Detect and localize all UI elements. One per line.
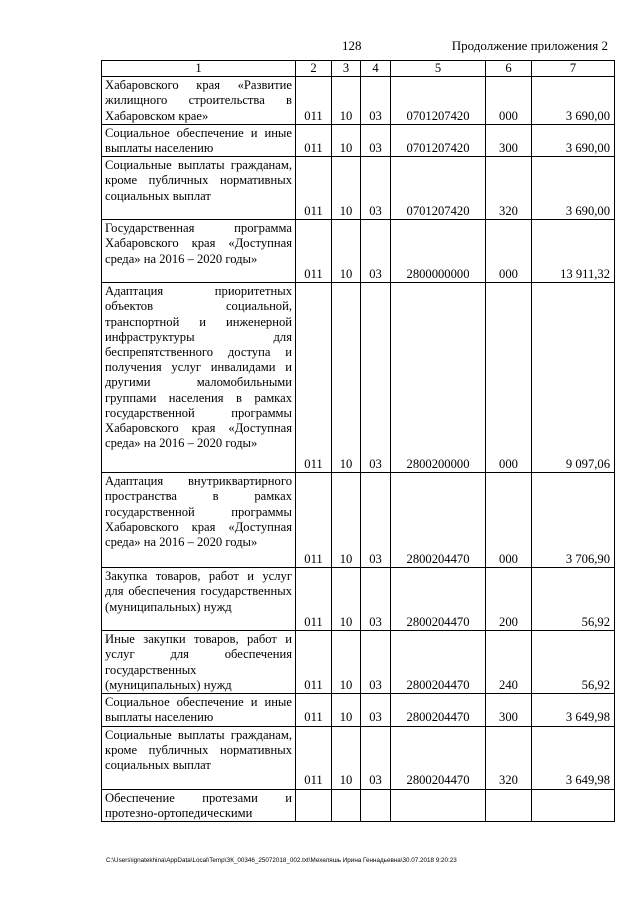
admin-code-cell: 011 bbox=[296, 631, 332, 694]
row-name-cell: Иные закупки товаров, работ и услуг для обеспечения государственных (муниципальных) нужд bbox=[102, 631, 296, 694]
amount-cell: 3 649,98 bbox=[532, 726, 615, 789]
expense-type-cell: 200 bbox=[486, 568, 532, 631]
admin-code-cell: 011 bbox=[296, 220, 332, 283]
column-header: 7 bbox=[532, 61, 615, 77]
admin-code-cell: 011 bbox=[296, 473, 332, 568]
row-name-cell: Закупка товаров, работ и услуг для обеспечения государственных (муниципальных) нужд bbox=[102, 568, 296, 631]
amount-cell: 3 706,90 bbox=[532, 473, 615, 568]
subsection-cell: 03 bbox=[361, 157, 391, 220]
expense-type-cell: 320 bbox=[486, 726, 532, 789]
target-item-cell: 2800204470 bbox=[391, 726, 486, 789]
subsection-cell: 03 bbox=[361, 124, 391, 156]
subsection-cell: 03 bbox=[361, 473, 391, 568]
table-row bbox=[102, 220, 615, 283]
table-row bbox=[102, 694, 615, 726]
amount-cell: 56,92 bbox=[532, 568, 615, 631]
subsection-cell: 03 bbox=[361, 220, 391, 283]
subsection-cell: 03 bbox=[361, 283, 391, 473]
table-row bbox=[102, 157, 615, 220]
subsection-cell: 03 bbox=[361, 77, 391, 125]
section-cell: 10 bbox=[332, 726, 361, 789]
table-row bbox=[102, 726, 615, 789]
row-name-cell: Социальные выплаты гражданам, кроме публичных нормативных социальных выплат bbox=[102, 726, 296, 789]
admin-code-cell bbox=[296, 789, 332, 821]
expense-type-cell: 320 bbox=[486, 157, 532, 220]
expense-type-cell: 000 bbox=[486, 77, 532, 125]
section-cell: 10 bbox=[332, 77, 361, 125]
column-header: 4 bbox=[361, 61, 391, 77]
column-header: 2 bbox=[296, 61, 332, 77]
amount-cell: 3 690,00 bbox=[532, 124, 615, 156]
section-cell bbox=[332, 789, 361, 821]
section-cell: 10 bbox=[332, 568, 361, 631]
column-header: 3 bbox=[332, 61, 361, 77]
admin-code-cell: 011 bbox=[296, 124, 332, 156]
section-cell: 10 bbox=[332, 124, 361, 156]
expense-type-cell: 300 bbox=[486, 694, 532, 726]
expense-type-cell: 000 bbox=[486, 220, 532, 283]
amount-cell: 56,92 bbox=[532, 631, 615, 694]
target-item-cell: 2800204470 bbox=[391, 694, 486, 726]
subsection-cell: 03 bbox=[361, 694, 391, 726]
amount-cell: 9 097,06 bbox=[532, 283, 615, 473]
row-name-cell: Обеспечение протезами и протезно-ортопедическими bbox=[102, 789, 296, 821]
table-row bbox=[102, 473, 615, 568]
admin-code-cell: 011 bbox=[296, 568, 332, 631]
target-item-cell: 0701207420 bbox=[391, 77, 486, 125]
target-item-cell: 2800204470 bbox=[391, 473, 486, 568]
column-header: 1 bbox=[102, 61, 296, 77]
target-item-cell: 2800200000 bbox=[391, 283, 486, 473]
section-cell: 10 bbox=[332, 631, 361, 694]
subsection-cell bbox=[361, 789, 391, 821]
column-header: 6 bbox=[486, 61, 532, 77]
target-item-cell: 0701207420 bbox=[391, 124, 486, 156]
row-name-cell: Государственная программа Хабаровского края «Доступная среда» на 2016 – 2020 годы» bbox=[102, 220, 296, 283]
target-item-cell: 2800000000 bbox=[391, 220, 486, 283]
table-row bbox=[102, 631, 615, 694]
table-row bbox=[102, 124, 615, 156]
target-item-cell: 0701207420 bbox=[391, 157, 486, 220]
page-number: 128 bbox=[342, 38, 362, 53]
row-name-cell: Социальные выплаты гражданам, кроме публичных нормативных социальных выплат bbox=[102, 157, 296, 220]
section-cell: 10 bbox=[332, 473, 361, 568]
file-path-footer: C:\Users\ignatekhina\AppData\Local\Temp\ЗК_00346_25072018_002.txt\Мехеляшь Ирина Геннадьевна\30.07.2018 9:20:23 bbox=[106, 857, 457, 864]
row-name-cell: Социальное обеспечение и иные выплаты населению bbox=[102, 694, 296, 726]
table-row bbox=[102, 283, 615, 473]
row-name-cell: Адаптация внутриквартирного пространства в рамках государственной программы Хабаровского края «Доступная среда» на 2016 – 2020 годы» bbox=[102, 473, 296, 568]
amount-cell: 3 690,00 bbox=[532, 77, 615, 125]
table-row bbox=[102, 789, 615, 821]
subsection-cell: 03 bbox=[361, 726, 391, 789]
admin-code-cell: 011 bbox=[296, 694, 332, 726]
subsection-cell: 03 bbox=[361, 631, 391, 694]
table-header-row bbox=[102, 61, 615, 77]
subsection-cell: 03 bbox=[361, 568, 391, 631]
amount-cell: 3 690,00 bbox=[532, 157, 615, 220]
row-name-cell: Хабаровского края «Развитие жилищного строительства в Хабаровском крае» bbox=[102, 77, 296, 125]
expense-type-cell: 000 bbox=[486, 283, 532, 473]
continuation-label: Продолжение приложения 2 bbox=[451, 38, 608, 53]
target-item-cell bbox=[391, 789, 486, 821]
budget-table bbox=[101, 60, 615, 822]
expense-type-cell: 240 bbox=[486, 631, 532, 694]
admin-code-cell: 011 bbox=[296, 157, 332, 220]
expense-type-cell bbox=[486, 789, 532, 821]
amount-cell: 3 649,98 bbox=[532, 694, 615, 726]
target-item-cell: 2800204470 bbox=[391, 631, 486, 694]
table-row bbox=[102, 568, 615, 631]
admin-code-cell: 011 bbox=[296, 726, 332, 789]
row-name-cell: Адаптация приоритетных объектов социальной, транспортной и инженерной инфраструктуры для беспрепятственного доступа и получения услуг инвалидами и другими маломобильными группами населения в рамках государственной программы Хабаровского края «Доступная среда» на 2016 – 2020 годы» bbox=[102, 283, 296, 473]
column-header: 5 bbox=[391, 61, 486, 77]
section-cell: 10 bbox=[332, 157, 361, 220]
amount-cell: 13 911,32 bbox=[532, 220, 615, 283]
admin-code-cell: 011 bbox=[296, 77, 332, 125]
target-item-cell: 2800204470 bbox=[391, 568, 486, 631]
section-cell: 10 bbox=[332, 283, 361, 473]
section-cell: 10 bbox=[332, 694, 361, 726]
section-cell: 10 bbox=[332, 220, 361, 283]
row-name-cell: Социальное обеспечение и иные выплаты населению bbox=[102, 124, 296, 156]
admin-code-cell: 011 bbox=[296, 283, 332, 473]
amount-cell bbox=[532, 789, 615, 821]
expense-type-cell: 000 bbox=[486, 473, 532, 568]
expense-type-cell: 300 bbox=[486, 124, 532, 156]
table-row bbox=[102, 77, 615, 125]
